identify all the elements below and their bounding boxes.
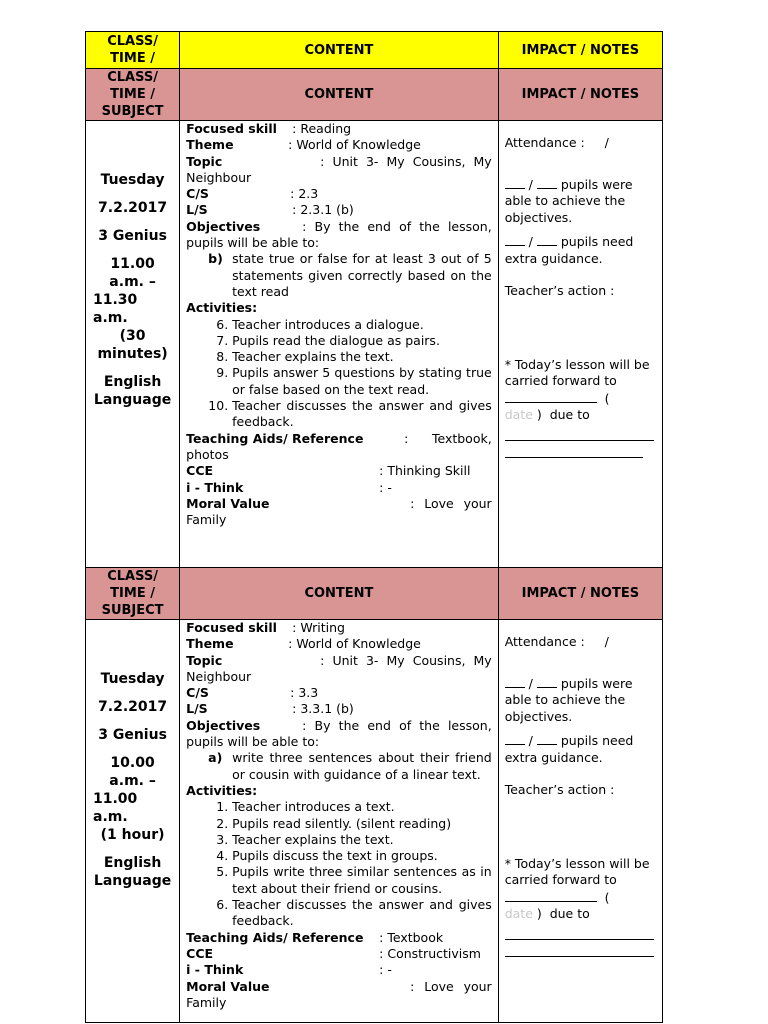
attendance: Attendance : / [504, 634, 609, 649]
guidance-note: / pupils need extra guidance. [504, 234, 634, 266]
lesson-time-end-ampm: a.m. [93, 310, 128, 326]
list-item: 10. Teacher discusses the answer and gives feedback. [232, 398, 492, 431]
activities-label: Activities: [186, 782, 258, 798]
header-row [86, 69, 663, 121]
underline [505, 424, 654, 441]
activities-label: Activities: [186, 300, 258, 316]
objectives: Objectives : By the end of the lesson, pupils will be able to: [186, 218, 492, 251]
list-item: 5. Pupils write three similar sentences as in text about their friend or cousins. [232, 864, 492, 897]
activities-list [186, 799, 492, 929]
underline [505, 441, 643, 458]
lesson-duration: (1 hour) [100, 827, 165, 843]
carried-forward: * Today’s lesson will be carried forward to ( date ) due to [504, 356, 650, 422]
achieve-note: / pupils were able to achieve the objectives. [504, 176, 633, 225]
lesson-content-cell [180, 620, 499, 1023]
list-item: 6. Teacher discusses the answer and gives feedback. [232, 897, 492, 930]
lesson-class: 3 Genius [98, 727, 167, 743]
list-item: 6. Teacher introduces a dialogue. [232, 317, 492, 333]
lesson-time-end: 11.00 [93, 791, 138, 807]
lesson-class-time-cell [86, 620, 180, 1023]
teacher-action: Teacher’s action : [504, 782, 615, 797]
header-subject-label: SUBJECT [101, 104, 164, 119]
i-think: i - Think : - [186, 962, 392, 978]
guidance-note: / pupils need extra guidance. [504, 733, 634, 765]
teacher-action: Teacher’s action : [504, 283, 615, 298]
lesson-subject: English [103, 374, 162, 390]
lesson-subject-2: Language [93, 392, 172, 408]
focused-skill: Focused skill : Writing [186, 620, 345, 635]
list-item: 3. Teacher explains the text. [232, 832, 492, 848]
objective-item: a) write three sentences about their friend or cousin with guidance of a linear text. [208, 750, 492, 782]
lesson-day: Tuesday [100, 671, 165, 687]
teaching-aids: Teaching Aids/ Reference : Textbook [186, 929, 444, 945]
lesson-subject-2: Language [93, 873, 172, 889]
cs: C/S : 3.3 [186, 685, 319, 701]
header-class-label: CLASS/ [107, 569, 158, 584]
i-think: i - Think : - [186, 479, 392, 495]
header-impact-notes: IMPACT / NOTES [498, 32, 662, 69]
lesson-date: 7.2.2017 [98, 200, 168, 216]
list-item: 8. Teacher explains the text. [232, 349, 492, 365]
moral-value: Moral Value : Love your Family [186, 978, 492, 1010]
lesson-time-end-ampm: a.m. [93, 809, 128, 825]
list-item: 7. Pupils read the dialogue as pairs. [232, 333, 492, 349]
lesson-row [86, 121, 663, 568]
theme: Theme : World of Knowledge [186, 636, 421, 652]
underline [505, 940, 654, 957]
lesson-day: Tuesday [100, 172, 165, 188]
activities-list [186, 317, 492, 431]
list-item: 1. Teacher introduces a text. [232, 799, 492, 815]
list-item: 2. Pupils read silently. (silent reading) [232, 816, 492, 832]
theme: Theme : World of Knowledge [186, 137, 421, 153]
lesson-impact-cell [498, 121, 662, 568]
cce: CCE : Constructivism [186, 945, 481, 961]
lesson-duration: (30 minutes) [97, 328, 168, 362]
lesson-time-start: 11.00 [110, 256, 155, 272]
header-impact-notes: IMPACT / NOTES [498, 568, 662, 620]
header-time-label: TIME / [110, 87, 155, 102]
lesson-row [86, 620, 663, 1023]
ls: L/S : 2.3.1 (b) [186, 202, 354, 218]
header-impact-notes: IMPACT / NOTES [498, 69, 662, 121]
lesson-date: 7.2.2017 [98, 699, 168, 715]
header-class-label: CLASS/ [107, 70, 158, 85]
objective-item: b) state true or false for at least 3 out of 5 statements given correctly based on the text read [208, 251, 492, 299]
topic: Topic : Unit 3- My Cousins, My Neighbour [186, 153, 492, 185]
cs: C/S : 2.3 [186, 186, 319, 202]
lesson-content-cell [180, 121, 499, 568]
lesson-subject: English [103, 855, 162, 871]
lesson-impact-cell [498, 620, 662, 1023]
list-item: 9. Pupils answer 5 questions by stating true or false based on the text read. [232, 365, 492, 398]
header-row-yellow [86, 32, 663, 69]
focused-skill: Focused skill : Reading [186, 121, 352, 136]
header-row [86, 568, 663, 620]
teaching-aids: Teaching Aids/ Reference : Textbook, photos [186, 430, 492, 462]
header-content: CONTENT [180, 32, 499, 69]
lesson-plan-table [85, 31, 663, 1023]
moral-value: Moral Value : Love your Family [186, 495, 492, 528]
lesson-time-start: 10.00 [110, 755, 155, 771]
topic: Topic : Unit 3- My Cousins, My Neighbour [186, 652, 492, 684]
lesson-time-end: 11.30 [93, 292, 138, 308]
header-time-label: TIME / [110, 586, 155, 601]
attendance: Attendance : / [504, 135, 609, 150]
header-class-time: CLASS/ TIME / [86, 32, 180, 69]
header-class-time-subject [86, 69, 180, 121]
header-class-time-subject [86, 568, 180, 620]
lesson-time-sep: a.m. – [109, 773, 156, 789]
header-content: CONTENT [180, 568, 499, 620]
lesson-class-time-cell [86, 121, 180, 568]
cce: CCE : Thinking Skill [186, 463, 471, 479]
list-item: 4. Pupils discuss the text in groups. [232, 848, 492, 864]
underline [505, 923, 654, 940]
header-content: CONTENT [180, 69, 499, 121]
lesson-time-sep: a.m. – [109, 274, 156, 290]
lesson-class: 3 Genius [98, 228, 167, 244]
carried-forward: * Today’s lesson will be carried forward to ( date ) due to [504, 855, 650, 921]
ls: L/S : 3.3.1 (b) [186, 701, 354, 717]
header-subject-label: SUBJECT [101, 603, 164, 618]
achieve-note: / pupils were able to achieve the objectives. [504, 675, 633, 724]
objectives: Objectives : By the end of the lesson, pupils will be able to: [186, 717, 492, 750]
